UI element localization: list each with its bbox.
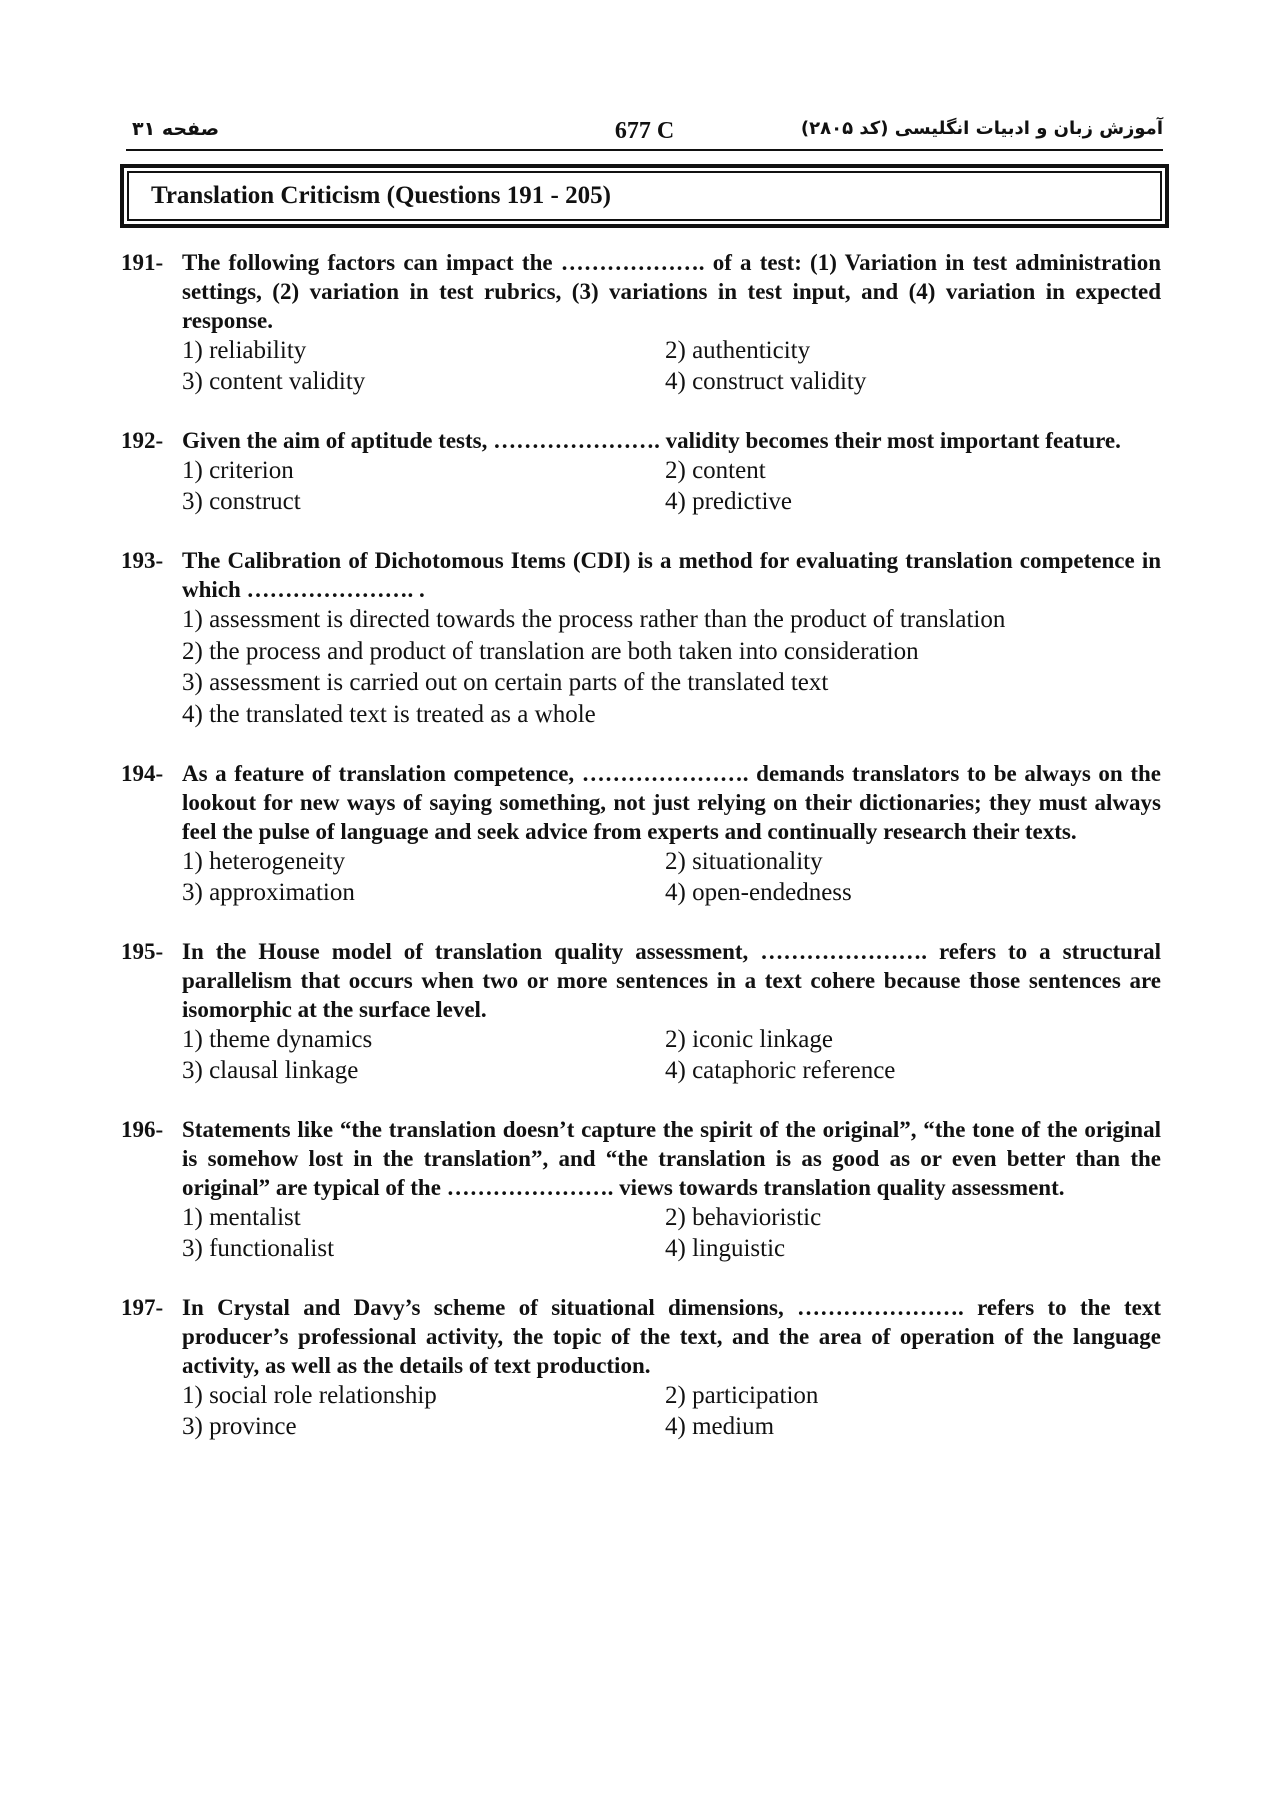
option-2[interactable]: 2) iconic linkage — [665, 1026, 833, 1053]
section-title-box-inner — [127, 171, 1162, 221]
question-stem: The following factors can impact the ………………. of a test: (1) Variation in test administration settings, (2) variation in test rubrics, (3) variations in test input, and (4) variation in expected response. — [182, 250, 1161, 333]
option-3[interactable]: 3) functionalist — [182, 1235, 335, 1262]
option-4[interactable]: 4) linguistic — [665, 1235, 786, 1262]
options-grid — [182, 846, 1161, 908]
question-stem: As a feature of translation competence, …………………. demands translators to be always on the lookout for new ways of saying something, not just relying on their dictionaries; they must always feel the pulse of language and seek advice from experts and continually research their texts. — [182, 761, 1161, 844]
question-body — [182, 546, 1161, 730]
option-2[interactable]: 2) the process and product of translation are both taken into consideration — [182, 637, 919, 665]
question-stem: Given the aim of aptitude tests, …………………. validity becomes their most important feature. — [182, 428, 1121, 453]
option-4[interactable]: 4) predictive — [665, 488, 793, 515]
header-divider — [126, 149, 1163, 151]
question-number: 197- — [121, 1295, 164, 1320]
option-1[interactable]: 1) assessment is directed towards the process rather than the product of translation — [182, 606, 1006, 633]
option-3[interactable]: 3) content validity — [182, 368, 366, 395]
question-body — [182, 759, 1161, 908]
option-2[interactable]: 2) participation — [665, 1382, 819, 1409]
option-2[interactable]: 2) content — [665, 457, 766, 484]
section-title: Translation Criticism (Questions 191 - 205) — [151, 182, 611, 209]
option-3[interactable]: 3) province — [182, 1413, 297, 1440]
page-header — [126, 112, 1163, 148]
section-title-box — [120, 164, 1169, 228]
option-3[interactable]: 3) assessment is carried out on certain parts of the translated text — [182, 669, 829, 696]
question-192 — [121, 426, 1161, 517]
question-number: 193- — [121, 548, 164, 573]
question-number: 192- — [121, 428, 164, 453]
option-1[interactable]: 1) theme dynamics — [182, 1026, 373, 1053]
option-3[interactable]: 3) approximation — [182, 879, 355, 906]
question-194 — [121, 759, 1161, 908]
question-body — [182, 1293, 1161, 1442]
question-stem: In the House model of translation quality assessment, …………………. refers to a structural parallelism that occurs when two or more sentences in a text cohere because those sentences are isomorphic at the surface level. — [182, 939, 1161, 1022]
booklet-code: 677 C — [614, 118, 675, 144]
option-4[interactable]: 4) cataphoric reference — [665, 1057, 896, 1084]
exam-title: آموزش زبان و ادبیات انگلیسی (کد ۲۸۰۵) — [800, 118, 1163, 139]
option-1[interactable]: 1) criterion — [182, 457, 294, 484]
option-1[interactable]: 1) reliability — [182, 337, 307, 364]
options-grid — [182, 1202, 1161, 1264]
options-grid — [182, 335, 1161, 397]
option-2[interactable]: 2) authenticity — [665, 337, 811, 364]
question-stem: The Calibration of Dichotomous Items (CDI) is a method for evaluating translation competence in which …………………. . — [182, 548, 1161, 602]
options-grid — [182, 1380, 1161, 1442]
options-grid — [182, 455, 1161, 517]
question-stem: Statements like “the translation doesn’t capture the spirit of the original”, “the tone of the original is somehow lost in the translation”, and “the translation is as good as or even better than the original” are typical of the …………………. views towards translation quality assessment. — [182, 1117, 1161, 1200]
option-4[interactable]: 4) construct validity — [665, 368, 867, 395]
question-body — [182, 426, 1161, 517]
option-4[interactable]: 4) medium — [665, 1413, 775, 1440]
question-193 — [121, 546, 1161, 730]
question-number: 191- — [121, 250, 164, 275]
options-list — [182, 604, 1161, 730]
question-number: 194- — [121, 761, 164, 786]
option-4[interactable]: 4) open-endedness — [665, 879, 852, 906]
option-1[interactable]: 1) mentalist — [182, 1204, 301, 1231]
question-number: 195- — [121, 939, 164, 964]
question-body — [182, 937, 1161, 1086]
option-2[interactable]: 2) situationality — [665, 848, 823, 875]
question-191 — [121, 248, 1161, 397]
question-195 — [121, 937, 1161, 1086]
options-grid — [182, 1024, 1161, 1086]
question-196 — [121, 1115, 1161, 1264]
question-body — [182, 248, 1161, 397]
option-4[interactable]: 4) the translated text is treated as a whole — [182, 700, 596, 728]
question-list — [121, 248, 1161, 1471]
question-stem: In Crystal and Davy’s scheme of situational dimensions, …………………. refers to the text producer’s professional activity, the topic of the text, and the area of operation of the language activity, as well as the details of text production. — [182, 1295, 1161, 1378]
page-number-label: صفحه ۳۱ — [132, 118, 220, 140]
question-197 — [121, 1293, 1161, 1442]
option-2[interactable]: 2) behavioristic — [665, 1204, 822, 1231]
question-number: 196- — [121, 1117, 164, 1142]
option-1[interactable]: 1) social role relationship — [182, 1382, 437, 1409]
option-1[interactable]: 1) heterogeneity — [182, 848, 346, 875]
option-3[interactable]: 3) construct — [182, 488, 301, 515]
option-3[interactable]: 3) clausal linkage — [182, 1057, 359, 1084]
question-body — [182, 1115, 1161, 1264]
